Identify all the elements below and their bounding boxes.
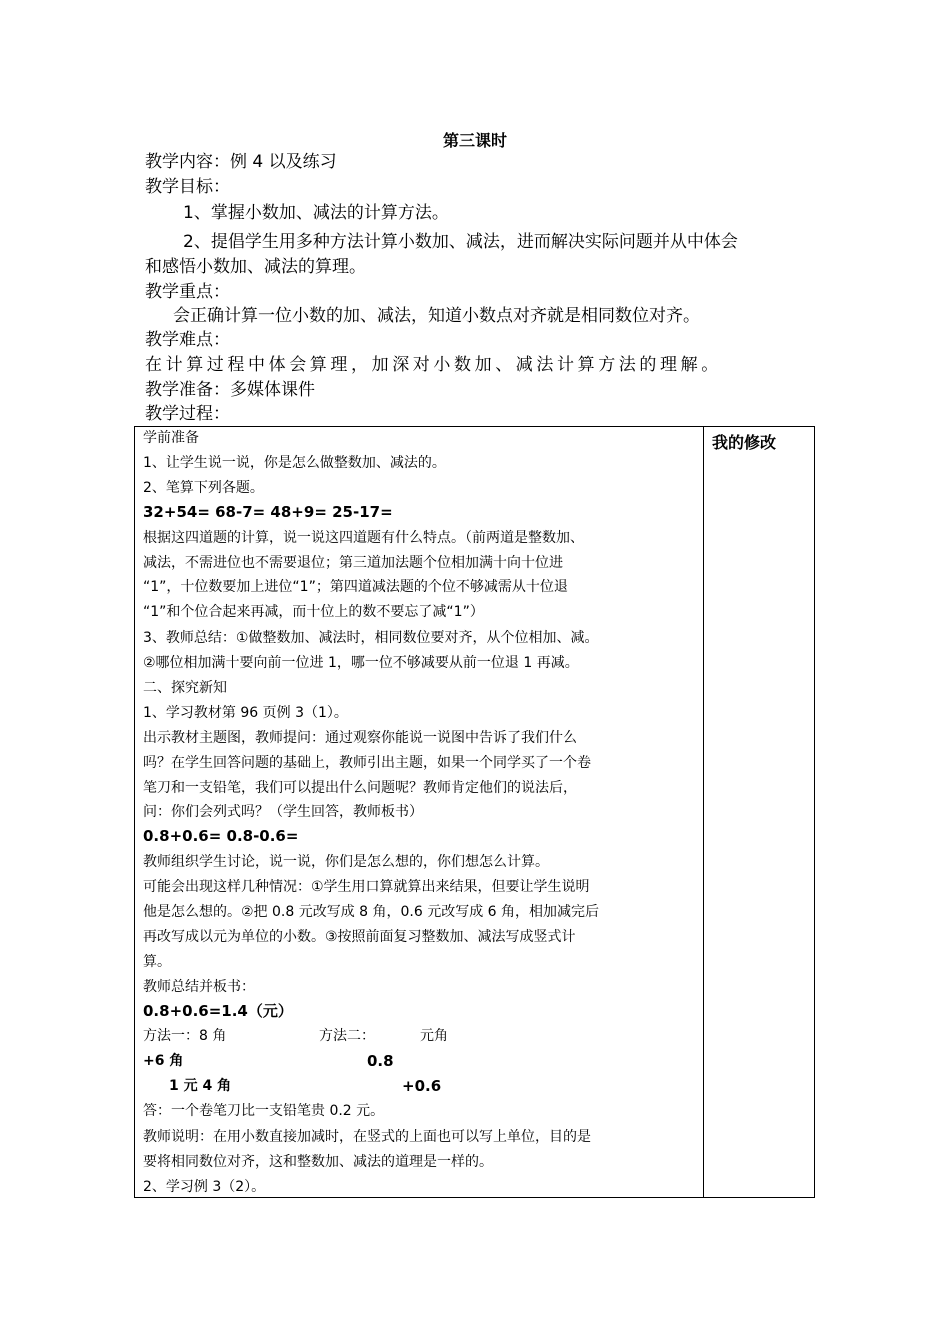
text-line: 问：你们会列式吗？（学生回答，教师板书） (143, 804, 423, 820)
example-equations: 0.8+0.6= 0.8-0.6= (143, 827, 299, 845)
text-line: 2、学习例 3（2）。 (143, 1179, 266, 1195)
exercise-equations: 32+54= 68-7= 48+9= 25-17= (143, 503, 393, 521)
difficulty-text: 在计算过程中体会算理，加深对小数加、减法计算方法的理解。 (145, 355, 722, 375)
text-line: 算。 (143, 954, 171, 970)
text-line: ②哪位相加满十要向前一位进 1，哪一位不够减要从前一位退 1 再减。 (143, 655, 579, 671)
text-line: 1、学习教材第 96 页例 3（1）。 (143, 705, 348, 721)
method-one-addend: +6 角 (143, 1053, 184, 1069)
text-line: 笔刀和一支铅笔，我们可以提出什么问题呢？教师肯定他们的说法后， (143, 780, 577, 796)
text-line: 1、让学生说一说，你是怎么做整数加、减法的。 (143, 455, 446, 471)
teaching-content: 教学内容：例 4 以及练习 (145, 152, 337, 172)
text-line: 3、教师总结：①做整数加、减法时，相同数位要对齐，从个位相加、减。 (143, 630, 599, 646)
text-line: 可能会出现这样几种情况：①学生用口算就算出来结果，但要让学生说明 (143, 879, 590, 895)
goal-2-line-2: 和感悟小数加、减法的算理。 (145, 257, 366, 277)
text-line: “1”和个位合起来再减，而十位上的数不要忘了减“1”） (143, 604, 484, 620)
text-line: 教师说明：在用小数直接加减时，在竖式的上面也可以写上单位，目的是 (143, 1129, 591, 1145)
board-result: 0.8+0.6=1.4（元） (143, 1002, 293, 1020)
text-line: 吗？在学生回答问题的基础上，教师引出主题，如果一个同学买了一个卷 (143, 755, 591, 771)
text-line: 他是怎么想的。②把 0.8 元改写成 8 角，0.6 元改写成 6 角，相加减完后 (143, 904, 600, 920)
goal-2-line-1: 2、提倡学生用多种方法计算小数加、减法，进而解决实际问题并从中体会 (183, 232, 738, 252)
column-divider (703, 426, 704, 1198)
method-one-label: 方法一：8 角 (143, 1028, 227, 1044)
method-two-first: 0.8 (367, 1052, 394, 1070)
goal-1: 1、掌握小数加、减法的计算方法。 (183, 203, 449, 223)
text-line: “1”，十位数要加上进位“1”；第四道减法题的个位不够减需从十位退 (143, 579, 568, 595)
key-point-label: 教学重点： (145, 282, 230, 302)
text-line: 教师总结并板书： (143, 979, 255, 995)
method-one-result: 1 元 4 角 (169, 1078, 232, 1094)
text-line: 再改写成以元为单位的小数。③按照前面复习整数加、减法写成竖式计 (143, 929, 576, 945)
method-two-label: 方法二： (319, 1028, 375, 1044)
text-line: 根据这四道题的计算，说一说这四道题有什么特点。（前两道是整数加、 (143, 530, 584, 546)
method-two-addend: +0.6 (402, 1077, 442, 1095)
answer-line: 答：一个卷笔刀比一支铅笔贵 0.2 元。 (143, 1103, 385, 1119)
preparation: 教学准备：多媒体课件 (145, 380, 315, 400)
text-line: 教师组织学生讨论，说一说，你们是怎么想的，你们想怎么计算。 (143, 854, 549, 870)
text-line: 2、笔算下列各题。 (143, 480, 264, 496)
difficulty-label: 教学难点： (145, 330, 230, 350)
text-line: 出示教材主题图，教师提问：通过观察你能说一说图中告诉了我们什么 (143, 730, 577, 746)
text-line: 减法，不需进位也不需要退位；第三道加法题个位相加满十向十位进 (143, 555, 563, 571)
text-line: 要将相同数位对齐，这和整数加、减法的道理是一样的。 (143, 1154, 493, 1170)
section-pre-study: 学前准备 (143, 430, 199, 446)
key-point-text: 会正确计算一位小数的加、减法，知道小数点对齐就是相同数位对齐。 (173, 306, 700, 326)
goal-label: 教学目标： (145, 177, 230, 197)
my-revisions-heading: 我的修改 (712, 433, 777, 452)
process-label: 教学过程： (145, 404, 230, 424)
method-two-unit: 元角 (420, 1028, 448, 1044)
section-explore: 二、探究新知 (143, 680, 227, 696)
page-title: 第三课时 (442, 131, 507, 150)
